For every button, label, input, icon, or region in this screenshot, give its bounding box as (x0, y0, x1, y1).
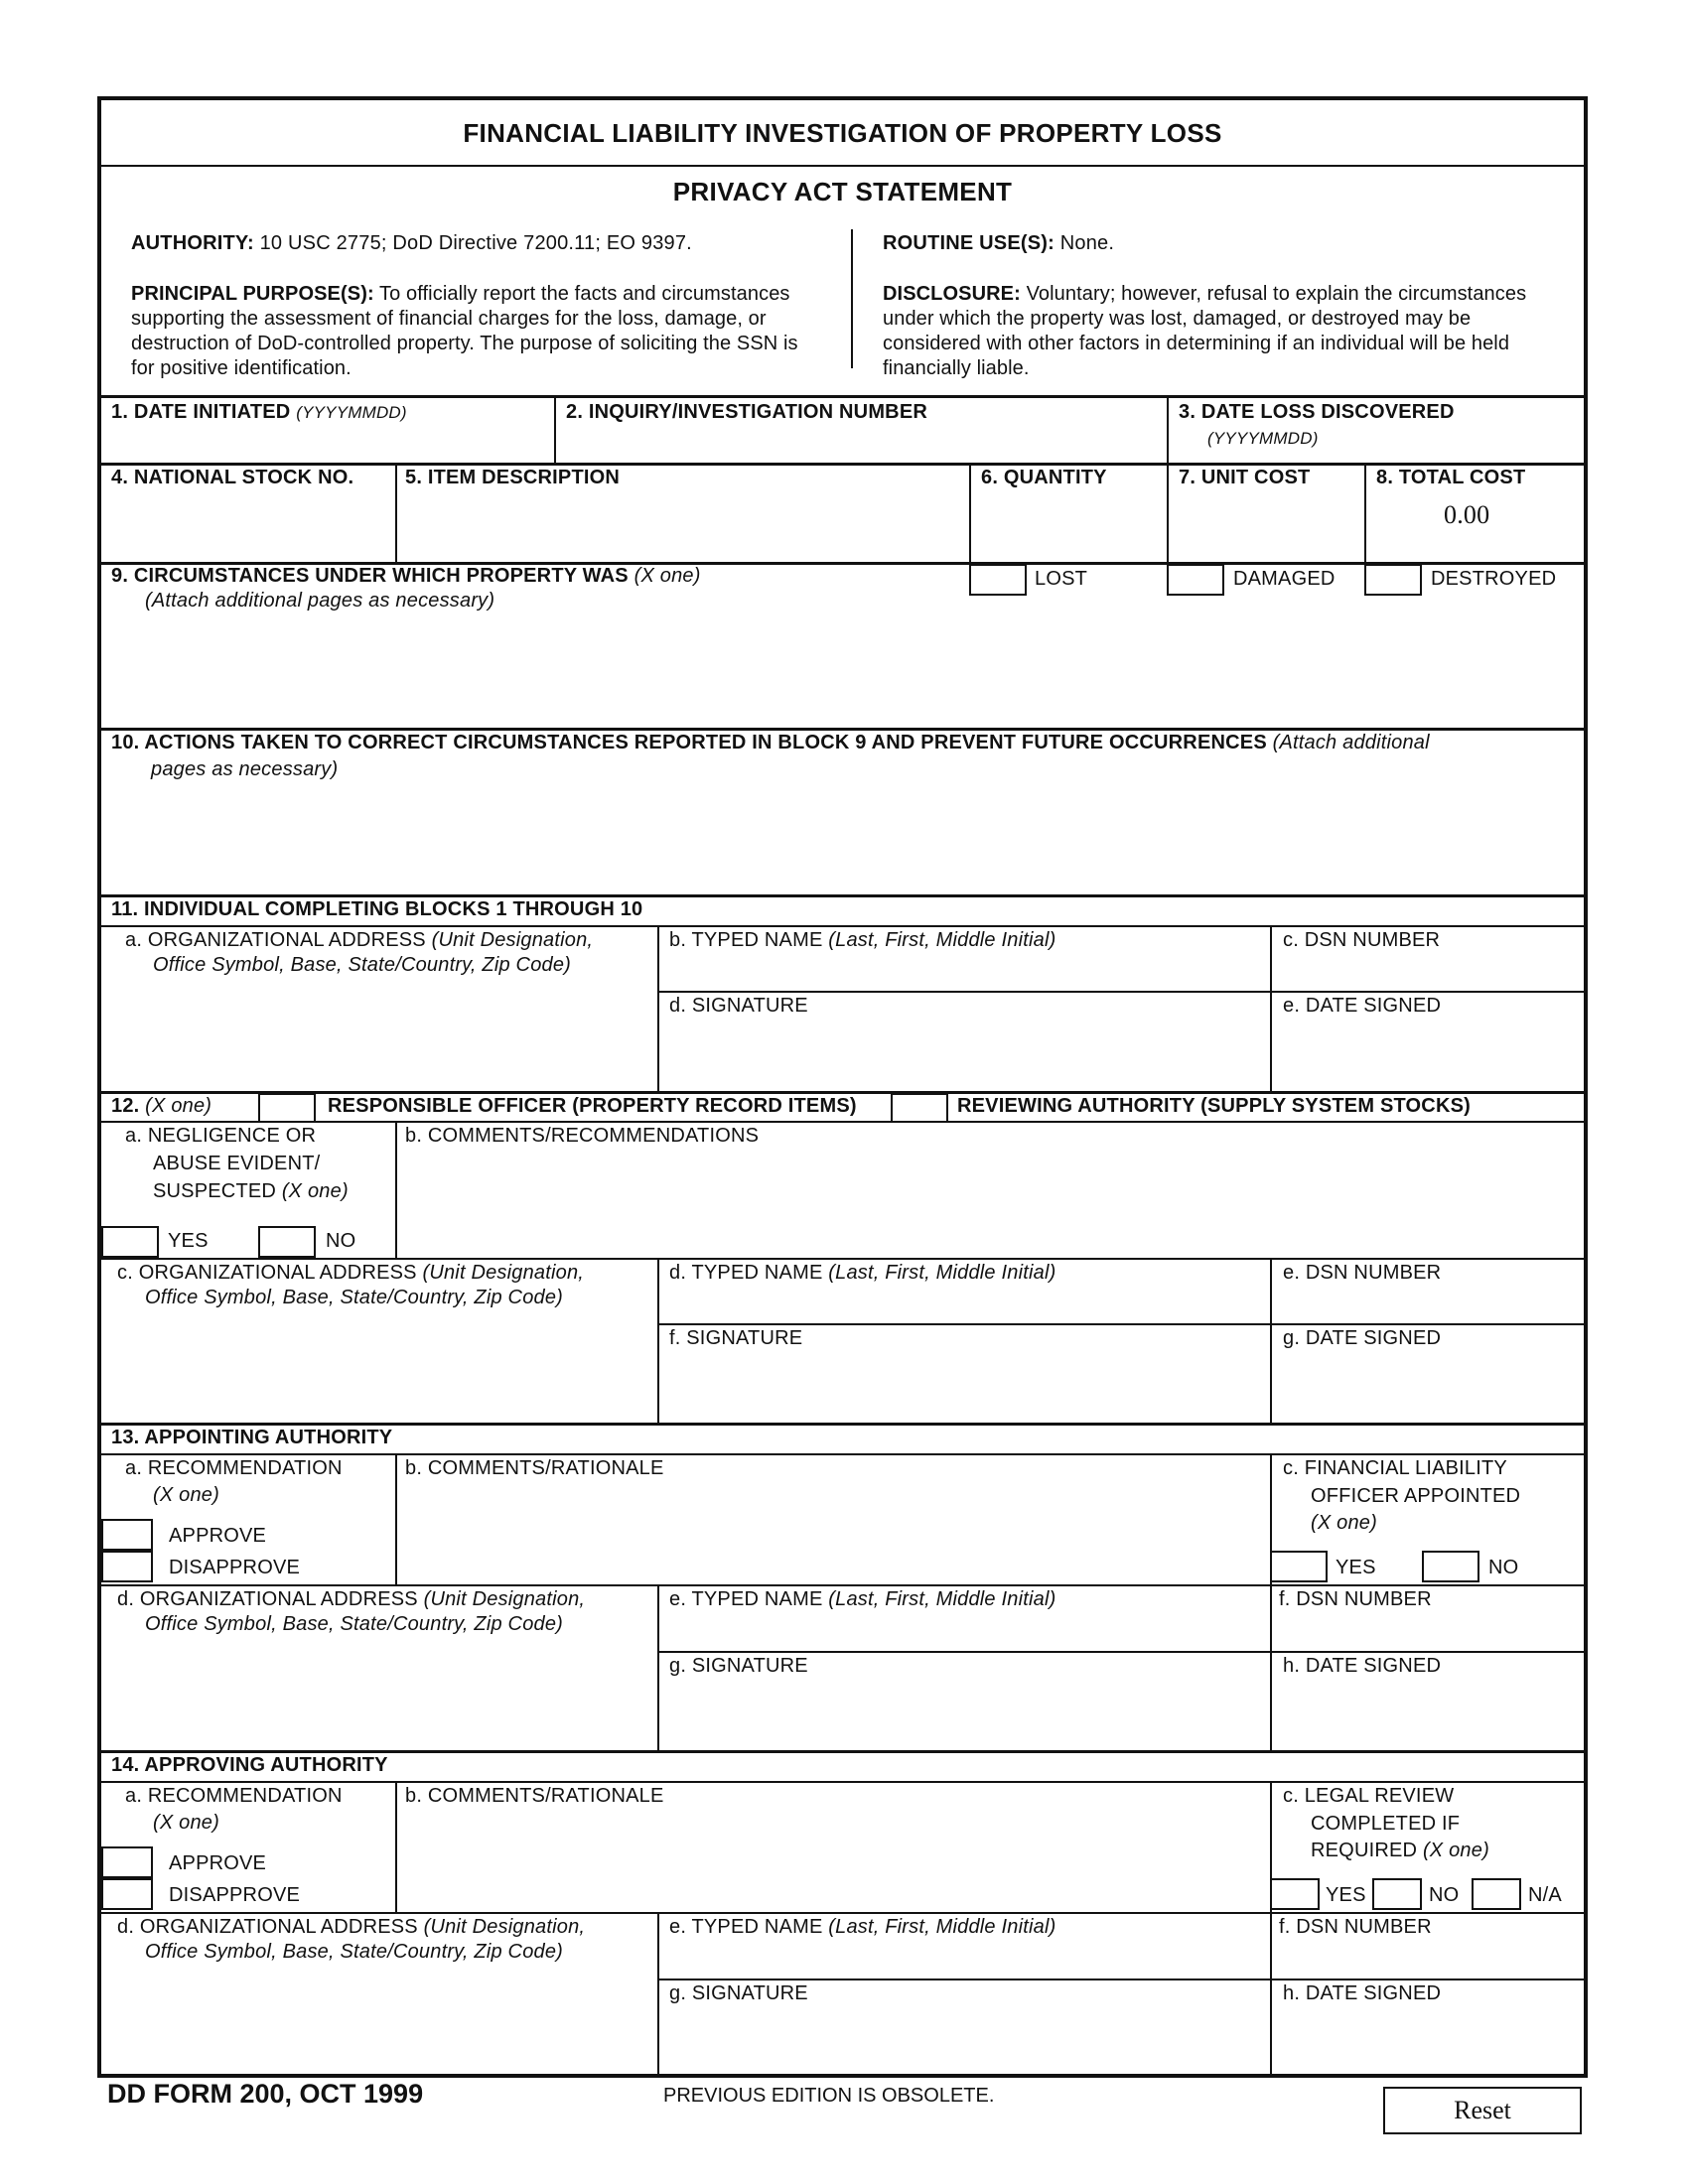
negligence-yes-checkbox[interactable] (101, 1226, 159, 1258)
block4-label: 4. NATIONAL STOCK NO. (111, 467, 354, 488)
appoint-disapprove-label: DISAPPROVE (169, 1557, 301, 1578)
obsolete-notice: PREVIOUS EDITION IS OBSOLETE. (663, 2085, 995, 2107)
block14-f-label: f. DSN NUMBER (1279, 1916, 1432, 1938)
block13-h-label: h. DATE SIGNED (1283, 1655, 1442, 1677)
block13-g-label: g. SIGNATURE (669, 1655, 808, 1677)
legal-na-checkbox[interactable] (1472, 1878, 1521, 1910)
flo-no-label: NO (1488, 1557, 1519, 1578)
org-address-field-12[interactable] (103, 1313, 654, 1421)
date-signed-field-11[interactable] (1272, 1020, 1581, 1089)
divider (101, 165, 1584, 167)
flo-yes-checkbox[interactable] (1270, 1551, 1328, 1582)
typed-name-field-11[interactable] (659, 954, 1267, 990)
signature-field-12[interactable] (659, 1352, 1267, 1422)
block3-label: 3. DATE LOSS DISCOVERED (1179, 401, 1455, 423)
divider (657, 1979, 1584, 1980)
actions-taken-field[interactable] (103, 785, 1581, 892)
block13-b-label: b. COMMENTS/RATIONALE (405, 1457, 664, 1479)
block8-label: 8. TOTAL COST (1376, 467, 1526, 488)
divider (101, 1781, 1584, 1783)
divider (101, 1912, 1584, 1914)
block9-label: 9. CIRCUMSTANCES UNDER WHICH PROPERTY WAS (X one) (111, 565, 701, 587)
damaged-label: DAMAGED (1233, 568, 1336, 590)
negligence-yes-label: YES (168, 1230, 209, 1252)
date-initiated-field[interactable] (103, 426, 550, 461)
form-id: DD FORM 200, OCT 1999 (107, 2079, 424, 2109)
block5-label: 5. ITEM DESCRIPTION (405, 467, 621, 488)
authority-text: 10 USC 2775; DoD Directive 7200.11; EO 9397. (259, 232, 692, 254)
unit-cost-field[interactable] (1169, 492, 1362, 562)
divider (1364, 463, 1366, 564)
responsible-officer-label: RESPONSIBLE OFFICER (PROPERTY RECORD ITEMS) (328, 1095, 857, 1117)
dd-form-200 (97, 96, 1588, 2078)
appoint-approve-label: APPROVE (169, 1525, 267, 1547)
block11-a-hint: Office Symbol, Base, State/Country, Zip Code) (153, 954, 572, 976)
block14-title: 14. APPROVING AUTHORITY (111, 1754, 388, 1776)
block13-e-label: e. TYPED NAME (Last, First, Middle Initial) (669, 1588, 1056, 1610)
dsn-number-field-13[interactable] (1272, 1613, 1581, 1649)
disclosure-label: DISCLOSURE: (883, 283, 1021, 305)
block14-g-label: g. SIGNATURE (669, 1982, 808, 2004)
org-address-field-11[interactable] (103, 982, 654, 1089)
total-cost-value[interactable]: 0.00 (1444, 500, 1490, 529)
date-signed-field-14[interactable] (1272, 2007, 1581, 2075)
legal-na-label: N/A (1528, 1884, 1562, 1906)
flo-no-checkbox[interactable] (1422, 1551, 1479, 1582)
block9-hint: (Attach additional pages as necessary) (145, 590, 495, 612)
routine-label: ROUTINE USE(S): (883, 232, 1055, 254)
appoint-comments-field[interactable] (397, 1483, 1267, 1582)
block14-b-label: b. COMMENTS/RATIONALE (405, 1785, 664, 1807)
typed-name-field-14[interactable] (659, 1941, 1267, 1977)
routine-text: None. (1059, 232, 1115, 254)
inquiry-number-field[interactable] (556, 426, 1261, 461)
approve-comments-field[interactable] (397, 1811, 1267, 1910)
approve-disapprove-label: DISAPPROVE (169, 1884, 301, 1906)
block13-a-hint: (X one) (153, 1484, 219, 1506)
signature-field-14[interactable] (659, 2007, 1267, 2075)
block13-a-label: a. RECOMMENDATION (125, 1457, 343, 1479)
disclosure (883, 282, 1568, 381)
block12-label: 12. (X one) (111, 1095, 212, 1117)
appoint-approve-checkbox[interactable] (101, 1519, 153, 1551)
block10-label: 10. ACTIONS TAKEN TO CORRECT CIRCUMSTANCES REPORTED IN BLOCK 9 AND PREVENT FUTURE OCCURRENCES (Attach additional (111, 732, 1430, 753)
typed-name-field-12[interactable] (659, 1287, 1267, 1322)
privacy-title: PRIVACY ACT STATEMENT (672, 177, 1013, 206)
block13-c-line2: OFFICER APPOINTED (1311, 1485, 1521, 1507)
block14-c-line3: REQUIRED (X one) (1311, 1840, 1489, 1861)
negligence-no-checkbox[interactable] (258, 1226, 316, 1258)
block1-label: 1. DATE INITIATED (YYYYMMDD) (111, 401, 407, 423)
block14-c-line1: c. LEGAL REVIEW (1283, 1785, 1455, 1807)
block12-a-line3: SUSPECTED (X one) (153, 1180, 349, 1202)
circumstances-field[interactable] (103, 616, 1581, 726)
block11-c-label: c. DSN NUMBER (1283, 929, 1441, 951)
disclosure-text: Voluntary; however, refusal to explain the circumstances under which the property was lost, damaged, or destroyed may be considered with other factors in determining if an individual will be held financially liable. (883, 283, 1527, 379)
block10-hint: pages as necessary) (151, 758, 339, 780)
routine-use (883, 231, 1114, 256)
approve-approve-checkbox[interactable] (101, 1846, 153, 1878)
divider (101, 1258, 1584, 1260)
block12-f-label: f. SIGNATURE (669, 1327, 803, 1349)
lost-checkbox[interactable] (969, 564, 1027, 596)
divider (657, 1323, 1584, 1325)
block12-a-line1: a. NEGLIGENCE OR (125, 1125, 317, 1147)
block14-a-hint: (X one) (153, 1812, 219, 1834)
responsible-officer-checkbox[interactable] (258, 1093, 316, 1123)
lost-label: LOST (1035, 568, 1088, 590)
divider (101, 1584, 1584, 1586)
date-signed-field-13[interactable] (1272, 1680, 1581, 1749)
purpose-text: To officially report the facts and circumstances supporting the assessment of financial charges for the loss, damage, or destruction of DoD-controlled property. The purpose of soliciting the SSN is for positive identification. (131, 283, 798, 379)
block13-title: 13. APPOINTING AUTHORITY (111, 1427, 393, 1448)
item-description-field[interactable] (397, 492, 965, 562)
block14-d-hint: Office Symbol, Base, State/Country, Zip Code) (145, 1941, 564, 1963)
purpose-label: PRINCIPAL PURPOSE(S): (131, 283, 374, 305)
divider (101, 1121, 1584, 1123)
dsn-number-field-12[interactable] (1272, 1287, 1581, 1322)
legal-yes-checkbox[interactable] (1270, 1878, 1320, 1910)
block12-a-line2: ABUSE EVIDENT/ (153, 1153, 321, 1174)
principal-purpose (131, 282, 826, 381)
authority-statement (131, 231, 692, 256)
block12-g-label: g. DATE SIGNED (1283, 1327, 1442, 1349)
block11-d-label: d. SIGNATURE (669, 995, 808, 1017)
dsn-number-field-14[interactable] (1272, 1941, 1581, 1977)
reviewing-authority-checkbox[interactable] (891, 1093, 948, 1123)
block14-a-label: a. RECOMMENDATION (125, 1785, 343, 1807)
signature-field-13[interactable] (659, 1680, 1267, 1749)
reviewing-authority-label: REVIEWING AUTHORITY (SUPPLY SYSTEM STOCKS) (957, 1095, 1471, 1117)
privacy-divider (851, 229, 853, 368)
signature-field-11[interactable] (659, 1020, 1267, 1089)
block3-hint: (YYYYMMDD) (1207, 429, 1319, 448)
block13-f-label: f. DSN NUMBER (1279, 1588, 1432, 1610)
divider (101, 1453, 1584, 1455)
date-loss-discovered-field[interactable] (1169, 426, 1581, 461)
date-signed-field-12[interactable] (1272, 1352, 1581, 1422)
reset-button[interactable]: Reset (1383, 2087, 1582, 2134)
divider (101, 925, 1584, 927)
dsn-number-field-11[interactable] (1272, 954, 1581, 990)
national-stock-no-field[interactable] (103, 492, 391, 562)
form-title: FINANCIAL LIABILITY INVESTIGATION OF PROPERTY LOSS (463, 118, 1222, 148)
block11-b-label: b. TYPED NAME (Last, First, Middle Initial) (669, 929, 1056, 951)
block12-c-hint: Office Symbol, Base, State/Country, Zip Code) (145, 1287, 564, 1308)
quantity-field[interactable] (971, 492, 1165, 562)
authority-label: AUTHORITY: (131, 232, 254, 254)
damaged-checkbox[interactable] (1167, 564, 1224, 596)
comments-recommendations-field[interactable] (397, 1151, 1581, 1256)
block11-e-label: e. DATE SIGNED (1283, 995, 1442, 1017)
typed-name-field-13[interactable] (659, 1613, 1267, 1649)
block7-label: 7. UNIT COST (1179, 467, 1311, 488)
block6-label: 6. QUANTITY (981, 467, 1107, 488)
block13-c-line1: c. FINANCIAL LIABILITY (1283, 1457, 1507, 1479)
divider (101, 395, 1584, 398)
legal-yes-label: YES (1326, 1884, 1366, 1906)
org-address-field-13[interactable] (103, 1641, 654, 1748)
block12-c-label: c. ORGANIZATIONAL ADDRESS (Unit Designation, (117, 1262, 585, 1284)
block14-e-label: e. TYPED NAME (Last, First, Middle Initial) (669, 1916, 1056, 1938)
flo-yes-label: YES (1336, 1557, 1376, 1578)
approve-disapprove-checkbox[interactable] (101, 1878, 153, 1910)
block13-d-hint: Office Symbol, Base, State/Country, Zip Code) (145, 1613, 564, 1635)
block14-c-line2: COMPLETED IF (1311, 1813, 1461, 1835)
block14-d-label: d. ORGANIZATIONAL ADDRESS (Unit Designation, (117, 1916, 586, 1938)
divider (657, 1651, 1584, 1653)
negligence-no-label: NO (326, 1230, 356, 1252)
legal-no-label: NO (1429, 1884, 1460, 1906)
block11-a-label: a. ORGANIZATIONAL ADDRESS (Unit Designation, (125, 929, 594, 951)
block12-d-label: d. TYPED NAME (Last, First, Middle Initial) (669, 1262, 1056, 1284)
appoint-disapprove-checkbox[interactable] (101, 1551, 153, 1582)
block13-c-hint: (X one) (1311, 1512, 1377, 1534)
block12-b-label: b. COMMENTS/RECOMMENDATIONS (405, 1125, 760, 1147)
block11-title: 11. INDIVIDUAL COMPLETING BLOCKS 1 THROUGH 10 (111, 898, 643, 920)
block14-h-label: h. DATE SIGNED (1283, 1982, 1442, 2004)
block2-label: 2. INQUIRY/INVESTIGATION NUMBER (566, 401, 928, 423)
block13-d-label: d. ORGANIZATIONAL ADDRESS (Unit Designation, (117, 1588, 586, 1610)
block12-e-label: e. DSN NUMBER (1283, 1262, 1442, 1284)
destroyed-label: DESTROYED (1431, 568, 1557, 590)
divider (657, 991, 1584, 993)
approve-approve-label: APPROVE (169, 1852, 267, 1874)
legal-no-checkbox[interactable] (1372, 1878, 1422, 1910)
org-address-field-14[interactable] (103, 1969, 654, 2074)
destroyed-checkbox[interactable] (1364, 564, 1422, 596)
